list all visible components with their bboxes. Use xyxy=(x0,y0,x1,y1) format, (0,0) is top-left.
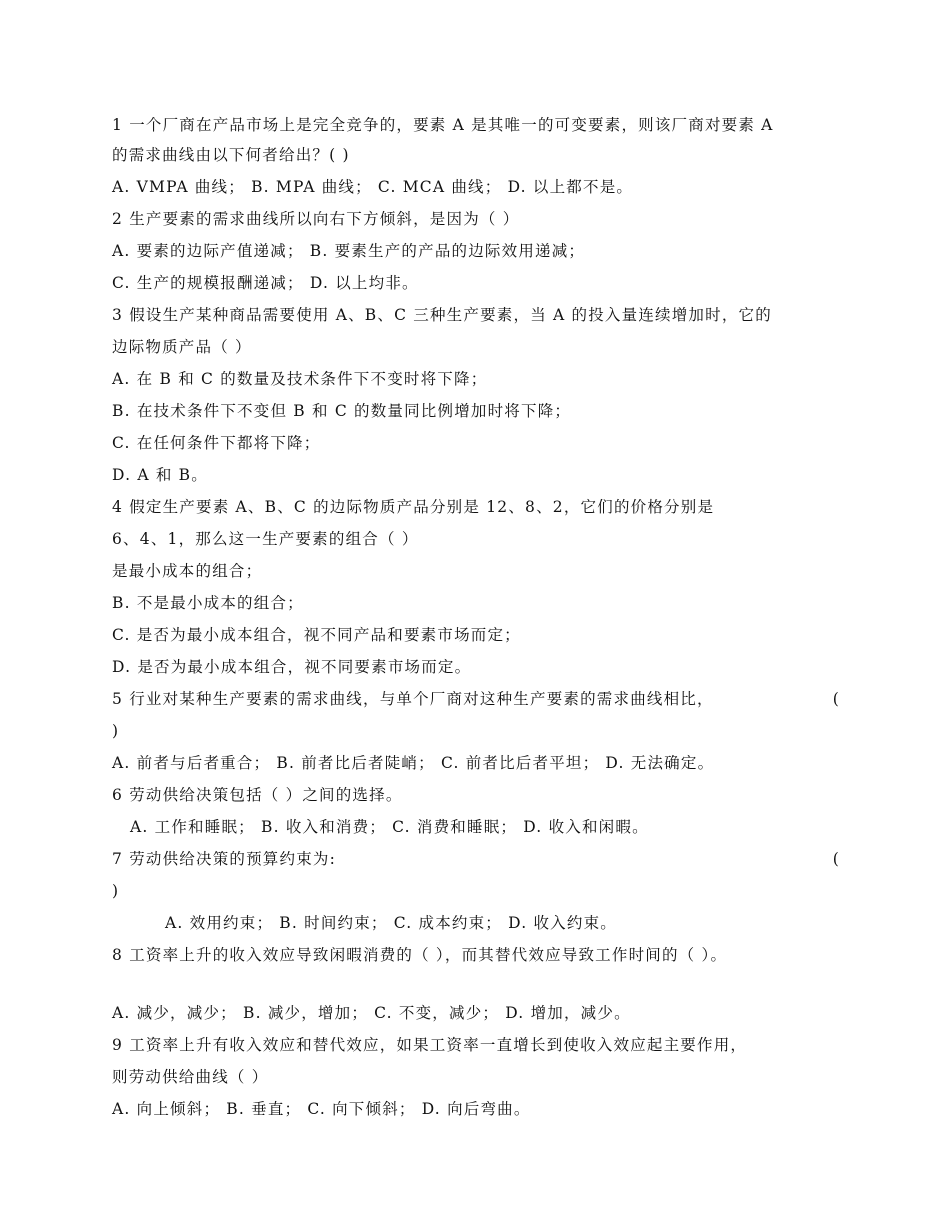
q5-paren-close: ) xyxy=(112,722,120,740)
q6-text: 6 劳动供给决策包括（ ）之间的选择。 xyxy=(112,786,403,804)
q4-text-line1: 4 假定生产要素 A、B、C 的边际物质产品分别是 12、8、2，它们的价格分别是 xyxy=(112,498,715,516)
q5-text: 5 行业对某种生产要素的需求曲线，与单个厂商对这种生产要素的需求曲线相比， xyxy=(112,690,714,708)
q6-options: A. 工作和睡眠； B. 收入和消费； C. 消费和睡眠； D. 收入和闲暇。 xyxy=(130,818,649,836)
q8-text: 8 工资率上升的收入效应导致闲暇消费的（ ），而其替代效应导致工作时间的（ ）。 xyxy=(112,946,728,964)
q4-option-a: 是最小成本的组合； xyxy=(112,562,263,580)
q3-option-c: C. 在任何条件下都将下降； xyxy=(112,434,321,452)
q7-paren-open: ( xyxy=(832,850,840,868)
q3-option-a: A. 在 B 和 C 的数量及技术条件下不变时将下降； xyxy=(112,370,488,388)
q4-option-d: D. 是否为最小成本组合，视不同要素市场而定。 xyxy=(112,658,472,676)
q3-text-line1: 3 假设生产某种商品需要使用 A、B、C 三种生产要素，当 A 的投入量连续增加时，它的 xyxy=(112,306,772,324)
q5-text-line1 xyxy=(112,689,840,709)
q8-options: A. 减少，减少； B. 减少，增加； C. 不变，减少； D. 增加，减少。 xyxy=(112,1004,631,1022)
q2-options-line1: A. 要素的边际产值递减； B. 要素生产的产品的边际效用递减； xyxy=(112,242,586,260)
q4-option-c: C. 是否为最小成本组合，视不同产品和要素市场而定； xyxy=(112,626,521,644)
q5-paren-open: ( xyxy=(832,690,840,708)
q7-text-line1 xyxy=(112,849,840,869)
q7-paren-close: ) xyxy=(112,882,120,900)
q7-text: 7 劳动供给决策的预算约束为: xyxy=(112,850,337,868)
q9-options: A. 向上倾斜； B. 垂直； C. 向下倾斜； D. 向后弯曲。 xyxy=(112,1100,531,1118)
q9-text-line1: 9 工资率上升有收入效应和替代效应，如果工资率一直增长到使收入效应起主要作用， xyxy=(112,1036,748,1054)
q1-text-line1: 1 一个厂商在产品市场上是完全竞争的，要素 A 是其唯一的可变要素，则该厂商对要素 A xyxy=(112,116,774,134)
q1-text-line2: 的需求曲线由以下何者给出？( ) xyxy=(112,146,350,164)
q3-option-b: B. 在技术条件下不变但 B 和 C 的数量同比例增加时将下降； xyxy=(112,402,572,420)
q9-text-line2: 则劳动供给曲线（ ） xyxy=(112,1068,269,1086)
q1-options: A. VMPA 曲线； B. MPA 曲线； C. MCA 曲线； D. 以上都不是。 xyxy=(112,178,634,196)
q4-text-line2: 6、4、1，那么这一生产要素的组合（ ） xyxy=(112,530,419,548)
q4-option-b: B. 不是最小成本的组合； xyxy=(112,594,304,612)
q3-option-d: D. A 和 B。 xyxy=(112,466,208,484)
q2-text: 2 生产要素的需求曲线所以向右下方倾斜，是因为（ ） xyxy=(112,210,520,228)
q3-text-line2: 边际物质产品（ ） xyxy=(112,338,252,356)
q7-options: A. 效用约束； B. 时间约束； C. 成本约束； D. 收入约束。 xyxy=(165,914,617,932)
q2-options-line2: C. 生产的规模报酬递减； D. 以上均非。 xyxy=(112,274,419,292)
q5-options: A. 前者与后者重合； B. 前者比后者陡峭； C. 前者比后者平坦； D. 无法确定。 xyxy=(112,754,715,772)
